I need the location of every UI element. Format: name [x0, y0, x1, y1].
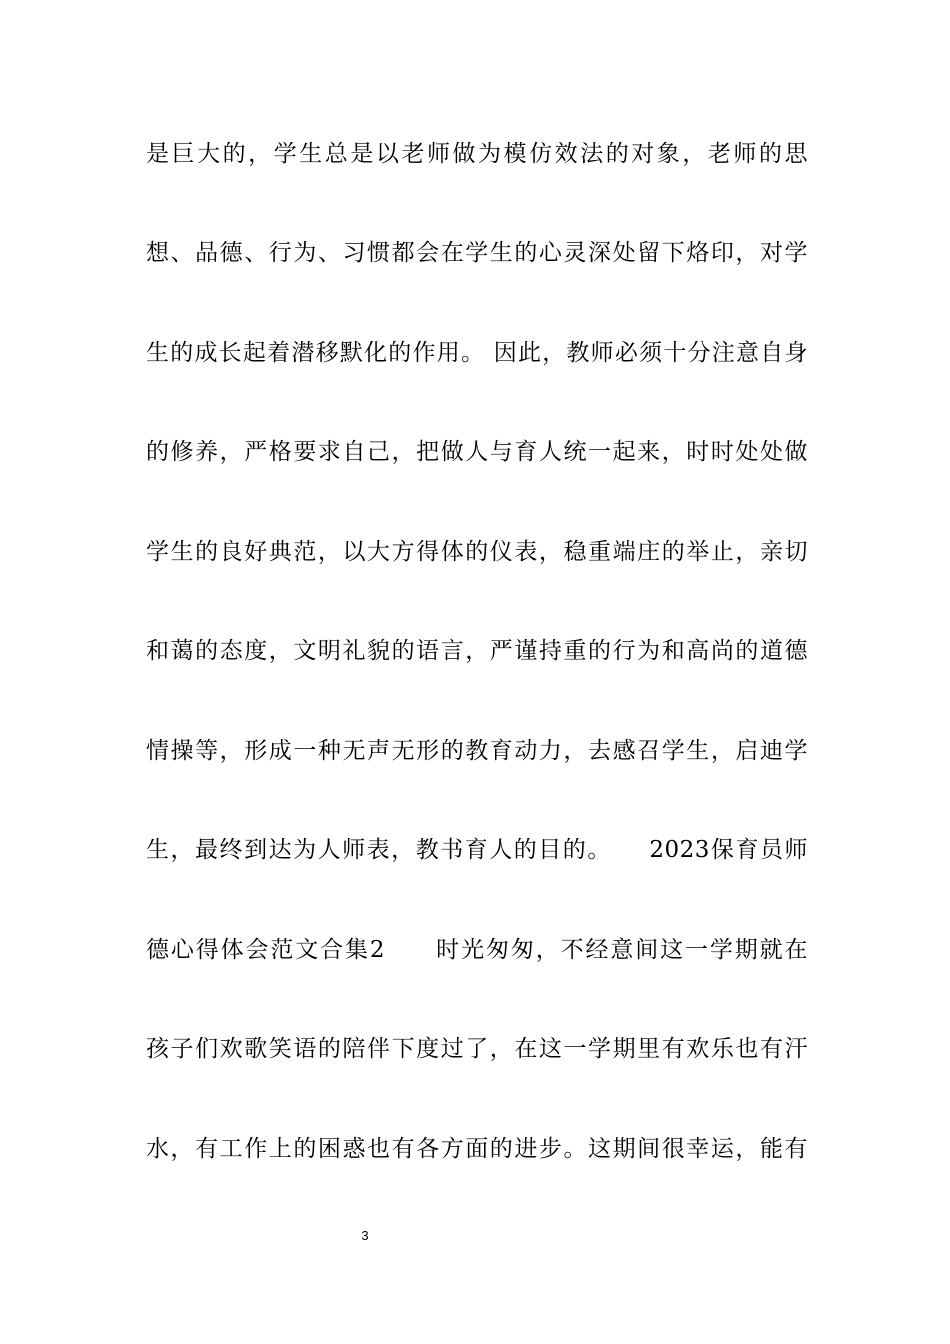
- text-line-7: 情操等，形成一种无声无形的教育动力，去感召学生，启迪学: [146, 738, 808, 764]
- text-line-1: 是巨大的，学生总是以老师做为模仿效法的对象，老师的思: [146, 141, 808, 167]
- text-line-9: 德心得体会范文合集2 时光匆匆，不经意间这一学期就在: [146, 937, 808, 963]
- page-number: 3: [361, 1228, 369, 1243]
- text-line-6: 和蔼的态度，文明礼貌的语言，严谨持重的行为和高尚的道德: [146, 638, 808, 664]
- text-line-4: 的修养，严格要求自己，把做人与育人统一起来，时时处处做: [146, 439, 808, 465]
- text-line-8: 生，最终到达为人师表，教书育人的目的。 2023保育员师: [146, 837, 808, 863]
- text-line-2: 想、品德、行为、习惯都会在学生的心灵深处留下烙印，对学: [146, 240, 808, 266]
- text-line-5: 学生的良好典范，以大方得体的仪表，稳重端庄的举止，亲切: [146, 539, 808, 565]
- text-line-3: 生的成长起着潜移默化的作用。 因此，教师必须十分注意自身: [146, 340, 808, 366]
- text-line-11: 水，有工作上的困惑也有各方面的进步。这期间很幸运，能有: [146, 1136, 808, 1162]
- text-line-10: 孩子们欢歌笑语的陪伴下度过了，在这一学期里有欢乐也有汗: [146, 1036, 808, 1062]
